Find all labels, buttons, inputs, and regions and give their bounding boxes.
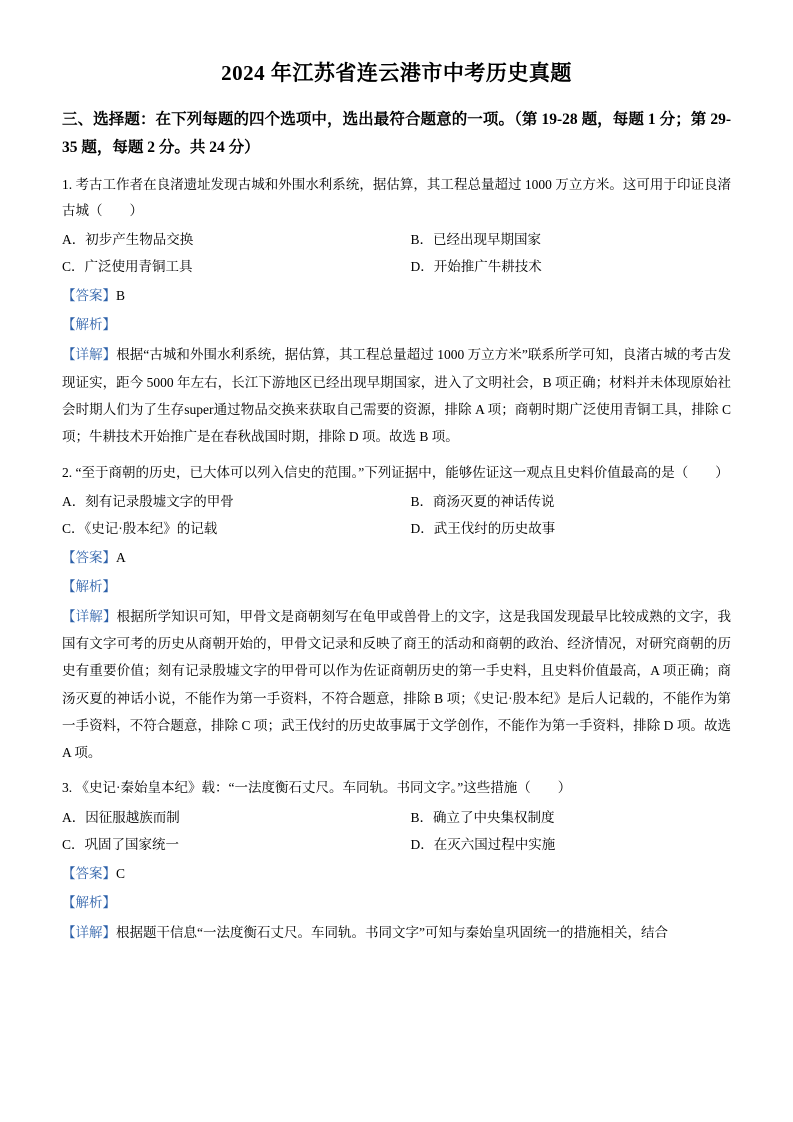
option-d: D．开始推广牛耕技术 [410, 259, 542, 275]
answer-line [62, 544, 731, 571]
detail-label: 【详解】 [62, 924, 116, 940]
answer-label: 【答案】 [62, 549, 116, 565]
question-block [62, 775, 731, 946]
option-b: B．确立了中央集权制度 [410, 809, 555, 825]
question-number: 1. [62, 176, 73, 192]
answer-value: A [116, 549, 126, 565]
analysis-line [62, 311, 731, 338]
option-a: A．初步产生物品交换 [62, 232, 194, 248]
detail-text: 根据“古城和外围水利系统，据估算，其工程总量超过 1000 万立方米”联系所学可知，良渚古城的考古发现证实，距今 5000 年左右，长江下游地区已经出现早期国家，进入了文明社会，B 项正确；材料并未体现原始社会时期人们为了生存super通过物品交换来获取自己需要的资源，排除 A 项；商朝时期广泛使用青铜工具，排除 C 项；牛耕技术开始推广是在春秋战国时期，排除 D 项。故选 B 项。 [62, 347, 732, 445]
page-title: 2024 年江苏省连云港市中考历史真题 [221, 61, 572, 85]
analysis-label: 【解析】 [62, 317, 116, 333]
answer-value: C [116, 865, 126, 881]
question-text: “至于商朝的历史，已大体可以列入信史的范围。”下列证据中，能够佐证这一观点且史料价值最高的是（ ） [75, 464, 729, 480]
option-list [62, 804, 731, 858]
option-d: D．在灭六国过程中实施 [410, 836, 556, 852]
option-a: A．刻有记录殷墟文字的甲骨 [62, 493, 234, 509]
analysis-label: 【解析】 [62, 894, 116, 910]
option-c: C．巩固了国家统一 [62, 836, 180, 852]
option-b: B．商汤灭夏的神话传说 [410, 493, 555, 509]
option-a: A．因征服越族而制 [62, 809, 180, 825]
analysis-label: 【解析】 [62, 578, 116, 594]
analysis-line [62, 573, 731, 600]
question-stem [62, 775, 731, 801]
question-text: 考古工作者在良渚遗址发现古城和外围水利系统，据估算，其工程总量超过 1000 万立方米。这可用于印证良渚古城（ ） [62, 176, 731, 219]
option-c: C．《史记·殷本纪》的记载 [62, 520, 218, 536]
section-heading: 三、选择题：在下列每题的四个选项中，选出最符合题意的一项。（第 19-28 题，每题 1 分；第 29-35 题，每题 2 分。共 24 分） [62, 110, 731, 157]
answer-line [62, 860, 731, 887]
option-c: C．广泛使用青铜工具 [62, 259, 193, 275]
detail-text: 根据所学知识可知，甲骨文是商朝刻写在龟甲或兽骨上的文字，这是我国发现最早比较成熟的文字，我国有文字可考的历史从商朝开始的，甲骨文记录和反映了商王的活动和商朝的政治、经济情况，对研究商朝的历史有重要价值；刻有记录殷墟文字的甲骨可以作为佐证商朝历史的第一手史料，且史料价值最高，A 项正确；商汤灭夏的神话小说，不能作为第一手资料，不符合题意，排除 B 项；《史记·殷本纪》是后人记载的，不能作为第一手资料，不符合题意，排除 C 项；武王伐纣的历史故事属于文学创作，不能作为第一手资料，排除 D 项。故选 A 项。 [62, 608, 731, 761]
detail-block [62, 341, 731, 450]
question-block [62, 460, 731, 767]
question-stem [62, 460, 731, 486]
option-list [62, 226, 731, 280]
question-number: 2. [62, 464, 73, 480]
answer-label: 【答案】 [62, 865, 116, 881]
analysis-line [62, 889, 731, 916]
question-stem [62, 172, 731, 225]
detail-label: 【详解】 [62, 347, 117, 363]
detail-block [62, 919, 731, 946]
question-number: 3. [62, 780, 73, 796]
answer-line [62, 282, 731, 309]
answer-label: 【答案】 [62, 288, 116, 304]
question-block [62, 172, 731, 451]
detail-text: 根据题干信息“一法度衡石丈尺。车同轨。书同文字”可知与秦始皇巩固统一的措施相关，结合 [116, 924, 668, 940]
detail-label: 【详解】 [62, 608, 117, 624]
detail-block [62, 603, 731, 767]
option-d: D．武王伐纣的历史故事 [410, 520, 556, 536]
question-text: 《史记·秦始皇本纪》载：“一法度衡石丈尺。车同轨。书同文字。”这些措施（ ） [75, 780, 572, 796]
option-b: B．已经出现早期国家 [410, 232, 542, 248]
option-list [62, 488, 731, 542]
answer-value: B [116, 288, 126, 304]
